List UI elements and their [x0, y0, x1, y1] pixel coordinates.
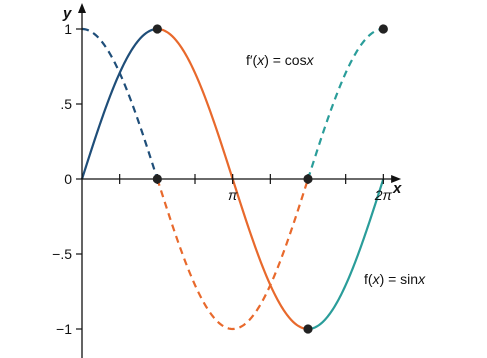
- data-point: [153, 24, 162, 33]
- y-axis-label: y: [63, 5, 72, 22]
- function-annotation-suffix: ) = sin: [379, 271, 419, 287]
- axes: [78, 3, 401, 358]
- y-tick-label: −.5: [52, 246, 72, 262]
- derivative-annotation: [246, 52, 315, 68]
- cos-curve-segment: [308, 29, 383, 179]
- y-tick-label: .5: [60, 96, 72, 112]
- x-tick-label: π: [227, 187, 238, 203]
- function-annotation-prefix: f(: [364, 271, 373, 287]
- derivative-annotation-suffix: ) = cos: [264, 52, 307, 68]
- function-annotation: [364, 271, 426, 287]
- derivative-annotation-var: x: [257, 52, 265, 68]
- derivative-annotation-prefix: f′(: [246, 52, 258, 68]
- cos-curve-segment: [82, 29, 157, 179]
- x-axis-label: x: [393, 180, 402, 197]
- sin-curve-segment: [82, 29, 157, 179]
- x-tick-label: 2π: [374, 187, 392, 203]
- data-point: [153, 174, 162, 183]
- function-annotation-var2: x: [418, 271, 426, 287]
- data-point: [303, 174, 312, 183]
- sin-curve-segment: [308, 179, 383, 329]
- y-tick-label: 0: [64, 171, 72, 187]
- data-point: [379, 24, 388, 33]
- function-annotation-var: x: [372, 271, 380, 287]
- data-point: [303, 324, 312, 333]
- derivative-annotation-var2: x: [306, 52, 314, 68]
- y-tick-label: 1: [64, 21, 72, 37]
- y-tick-label: −1: [56, 321, 72, 337]
- y-axis-arrow: [78, 3, 86, 13]
